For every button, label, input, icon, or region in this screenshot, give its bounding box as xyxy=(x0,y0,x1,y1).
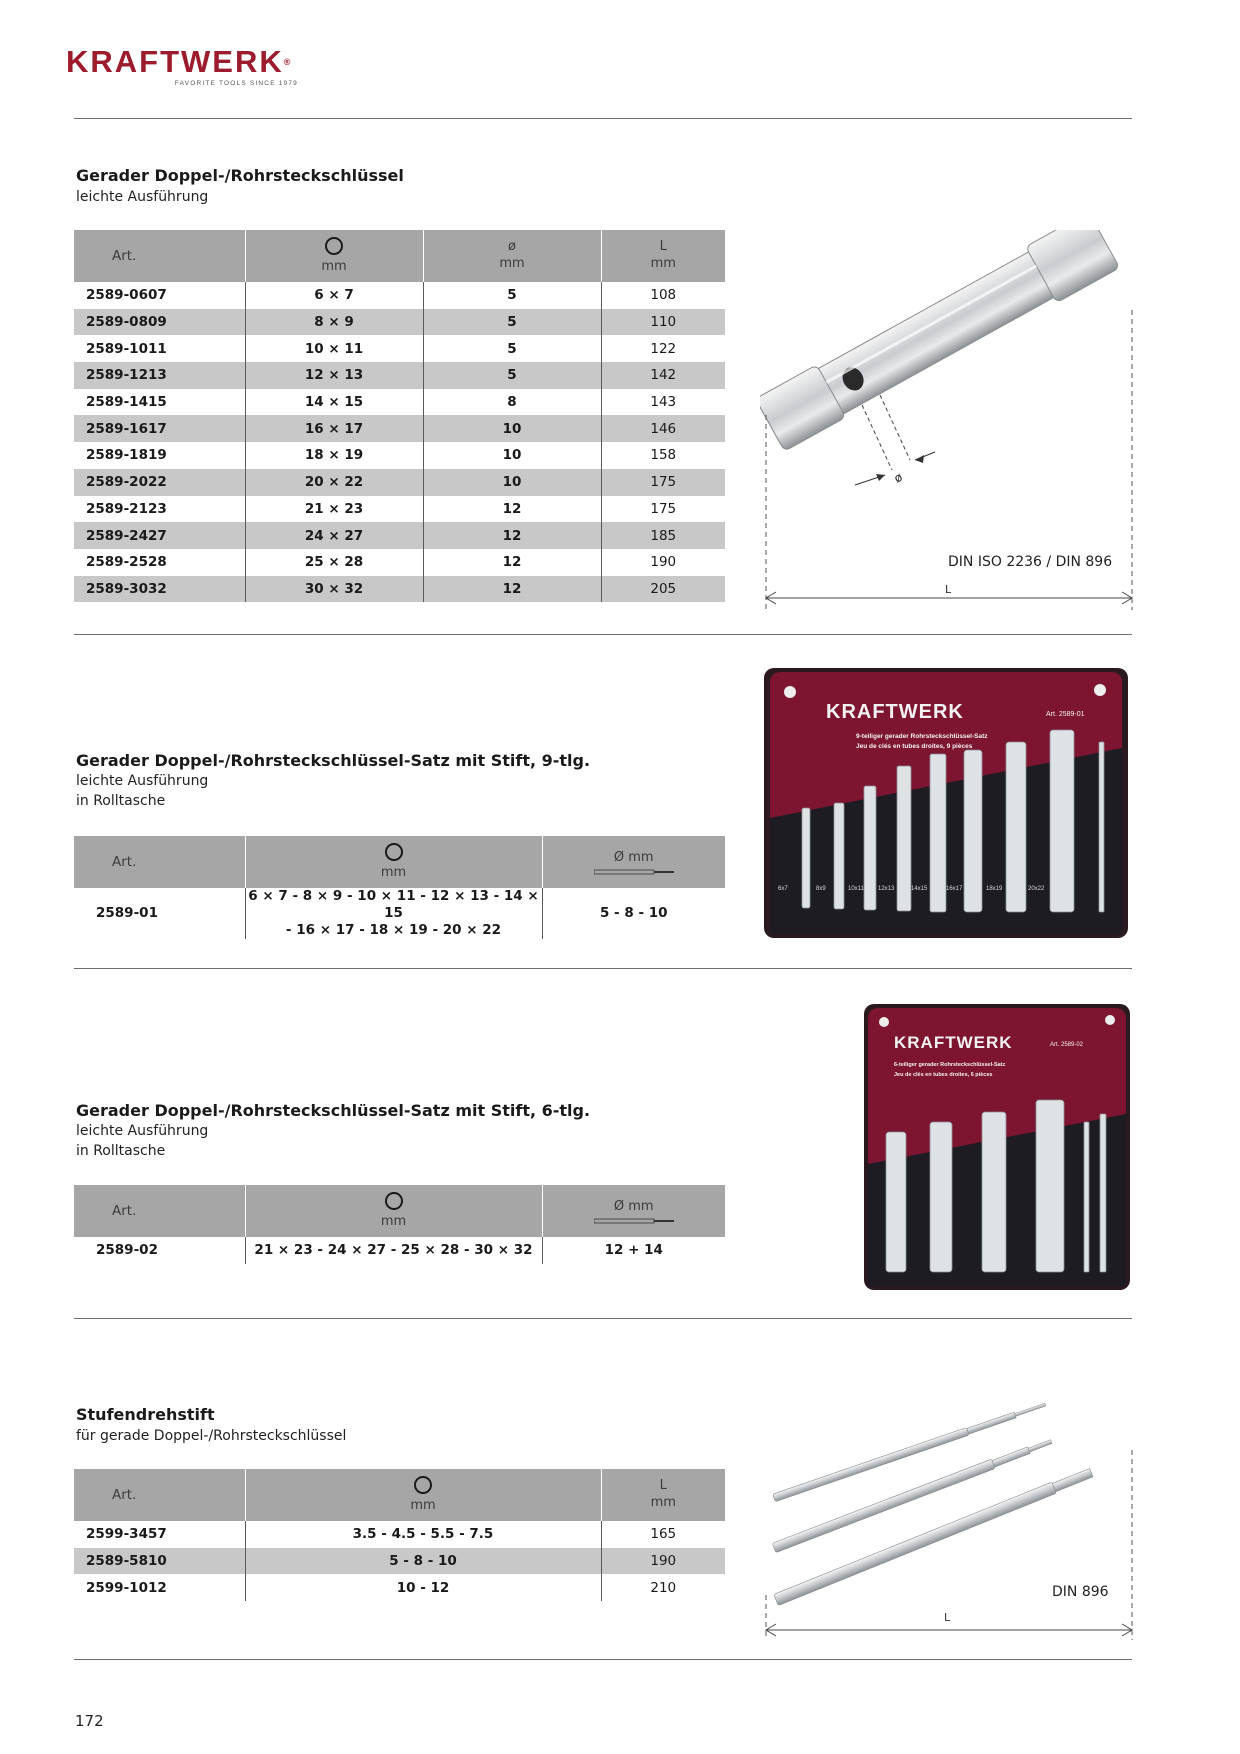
header-pin: Ø mm xyxy=(542,836,725,888)
svg-text:Jeu de clés en tubes droites,: Jeu de clés en tubes droites, 6 pièces xyxy=(894,1072,993,1078)
svg-text:20x22: 20x22 xyxy=(1028,886,1045,892)
header-art: Art. xyxy=(74,1469,245,1521)
section-subtitle: leichte Ausführung xyxy=(76,189,209,205)
header-art: Art. xyxy=(74,230,245,282)
table-row: 2589-2528 25 × 28 12 190 xyxy=(74,549,725,576)
table-row: 2589-1819 18 × 19 10 158 xyxy=(74,442,725,469)
spec-table-1 xyxy=(74,230,725,602)
table-row: 2589-0809 8 × 9 5 110 xyxy=(74,309,725,336)
pin-icon xyxy=(594,869,674,875)
svg-text:6-teiliger gerader Rohrstecksc: 6-teiliger gerader Rohrsteckschlüssel-Satz xyxy=(894,1062,1006,1068)
header-size: mm xyxy=(245,836,542,888)
table-header xyxy=(74,1185,725,1237)
header-art: Art. xyxy=(74,1185,245,1237)
socket-ring-icon xyxy=(414,1476,432,1494)
table-row: 2589-2022 20 × 22 10 175 xyxy=(74,469,725,496)
spec-table-3 xyxy=(74,1185,725,1264)
divider xyxy=(74,634,1132,635)
length-dimension-label: L xyxy=(945,583,952,596)
svg-text:12x13: 12x13 xyxy=(878,886,895,892)
svg-text:Art. 2589-01: Art. 2589-01 xyxy=(1046,711,1085,718)
section-title: Stufendrehstift xyxy=(76,1405,215,1424)
header-size: mm xyxy=(245,230,423,282)
header-art: Art. xyxy=(74,836,245,888)
spec-table-2 xyxy=(74,836,725,939)
svg-text:Art. 2589-02: Art. 2589-02 xyxy=(1050,1042,1084,1048)
section-subtitle: in Rolltasche xyxy=(76,1143,166,1159)
section-subtitle: in Rolltasche xyxy=(76,793,166,809)
table-row: 2589-0607 6 × 7 5 108 xyxy=(74,282,725,309)
section-subtitle: leichte Ausführung xyxy=(76,1123,209,1139)
svg-text:9-teiliger gerader Rohrstecksc: 9-teiliger gerader Rohrsteckschlüssel-Satz xyxy=(856,733,988,740)
header-size: mm xyxy=(245,1469,601,1521)
table-row: 2589-1213 12 × 13 5 142 xyxy=(74,362,725,389)
header-diameter: ø mm xyxy=(423,230,601,282)
table-row: 2589-01 6 × 7 - 8 × 9 - 10 × 11 - 12 × 13 - 14 × 15 - 16 × 17 - 18 × 19 - 20 × 22 5 - 8 - 10 xyxy=(74,888,725,939)
length-dimension-label: L xyxy=(944,1611,951,1624)
brand-logo xyxy=(66,46,318,87)
divider xyxy=(74,1659,1132,1660)
table-row: 2589-2123 21 × 23 12 175 xyxy=(74,496,725,523)
header-pin: Ø mm xyxy=(542,1185,725,1237)
page-number: 172 xyxy=(75,1712,104,1730)
svg-text:8x9: 8x9 xyxy=(816,886,826,892)
socket-ring-icon xyxy=(385,1192,403,1210)
brand-tagline: FAVORITE TOOLS SINCE 1979 xyxy=(174,80,298,87)
product-photo-9pc xyxy=(764,668,1128,938)
table-row: 2589-5810 5 - 8 - 10 190 xyxy=(74,1548,725,1575)
svg-text:6x7: 6x7 xyxy=(778,886,788,892)
section-title: Gerader Doppel-/Rohrsteckschlüssel xyxy=(76,166,404,185)
svg-text:KRAFTWERK: KRAFTWERK xyxy=(826,701,964,723)
header-length: L mm xyxy=(601,230,725,282)
table-row: 2589-1415 14 × 15 8 143 xyxy=(74,389,725,416)
socket-ring-icon xyxy=(385,843,403,861)
svg-text:10x11: 10x11 xyxy=(848,886,864,892)
header-length: L mm xyxy=(601,1469,725,1521)
table-header xyxy=(74,1469,725,1521)
header-size: mm xyxy=(245,1185,542,1237)
section-title: Gerader Doppel-/Rohrsteckschlüssel-Satz mit Stift, 9-tlg. xyxy=(76,751,591,770)
divider xyxy=(74,968,1132,969)
table-row: 2589-1617 16 × 17 10 146 xyxy=(74,415,725,442)
section-title: Gerader Doppel-/Rohrsteckschlüssel-Satz mit Stift, 6-tlg. xyxy=(76,1101,591,1120)
section-subtitle: leichte Ausführung xyxy=(76,773,209,789)
socket-ring-icon xyxy=(325,237,343,255)
diameter-label: ø xyxy=(891,469,905,486)
divider xyxy=(74,118,1132,119)
table-row: 2599-3457 3.5 - 4.5 - 5.5 - 7.5 165 xyxy=(74,1521,725,1548)
svg-text:Jeu de clés en tubes droites,: Jeu de clés en tubes droites, 9 pièces xyxy=(856,743,973,750)
product-photo-6pc xyxy=(864,1004,1130,1290)
table-row: 2589-1011 10 × 11 5 122 xyxy=(74,335,725,362)
norm-label: DIN ISO 2236 / DIN 896 xyxy=(948,554,1113,570)
table-row: 2589-02 21 × 23 - 24 × 27 - 25 × 28 - 30 × 32 12 + 14 xyxy=(74,1237,725,1264)
pin-icon xyxy=(594,1218,674,1224)
svg-text:14x15: 14x15 xyxy=(911,886,928,892)
section-subtitle: für gerade Doppel-/Rohrsteckschlüssel xyxy=(76,1428,347,1444)
table-header xyxy=(74,230,725,282)
spec-table-4 xyxy=(74,1469,725,1601)
brand-wordmark: KRAFTWERK® xyxy=(66,44,291,79)
norm-label: DIN 896 xyxy=(1052,1584,1109,1600)
table-row: 2589-2427 24 × 27 12 185 xyxy=(74,522,725,549)
svg-text:18x19: 18x19 xyxy=(986,886,1003,892)
svg-text:KRAFTWERK: KRAFTWERK xyxy=(894,1033,1013,1052)
svg-text:16x17: 16x17 xyxy=(946,886,963,892)
table-row: 2589-3032 30 × 32 12 205 xyxy=(74,576,725,603)
table-row: 2599-1012 10 - 12 210 xyxy=(74,1574,725,1601)
divider xyxy=(74,1318,1132,1319)
table-header xyxy=(74,836,725,888)
